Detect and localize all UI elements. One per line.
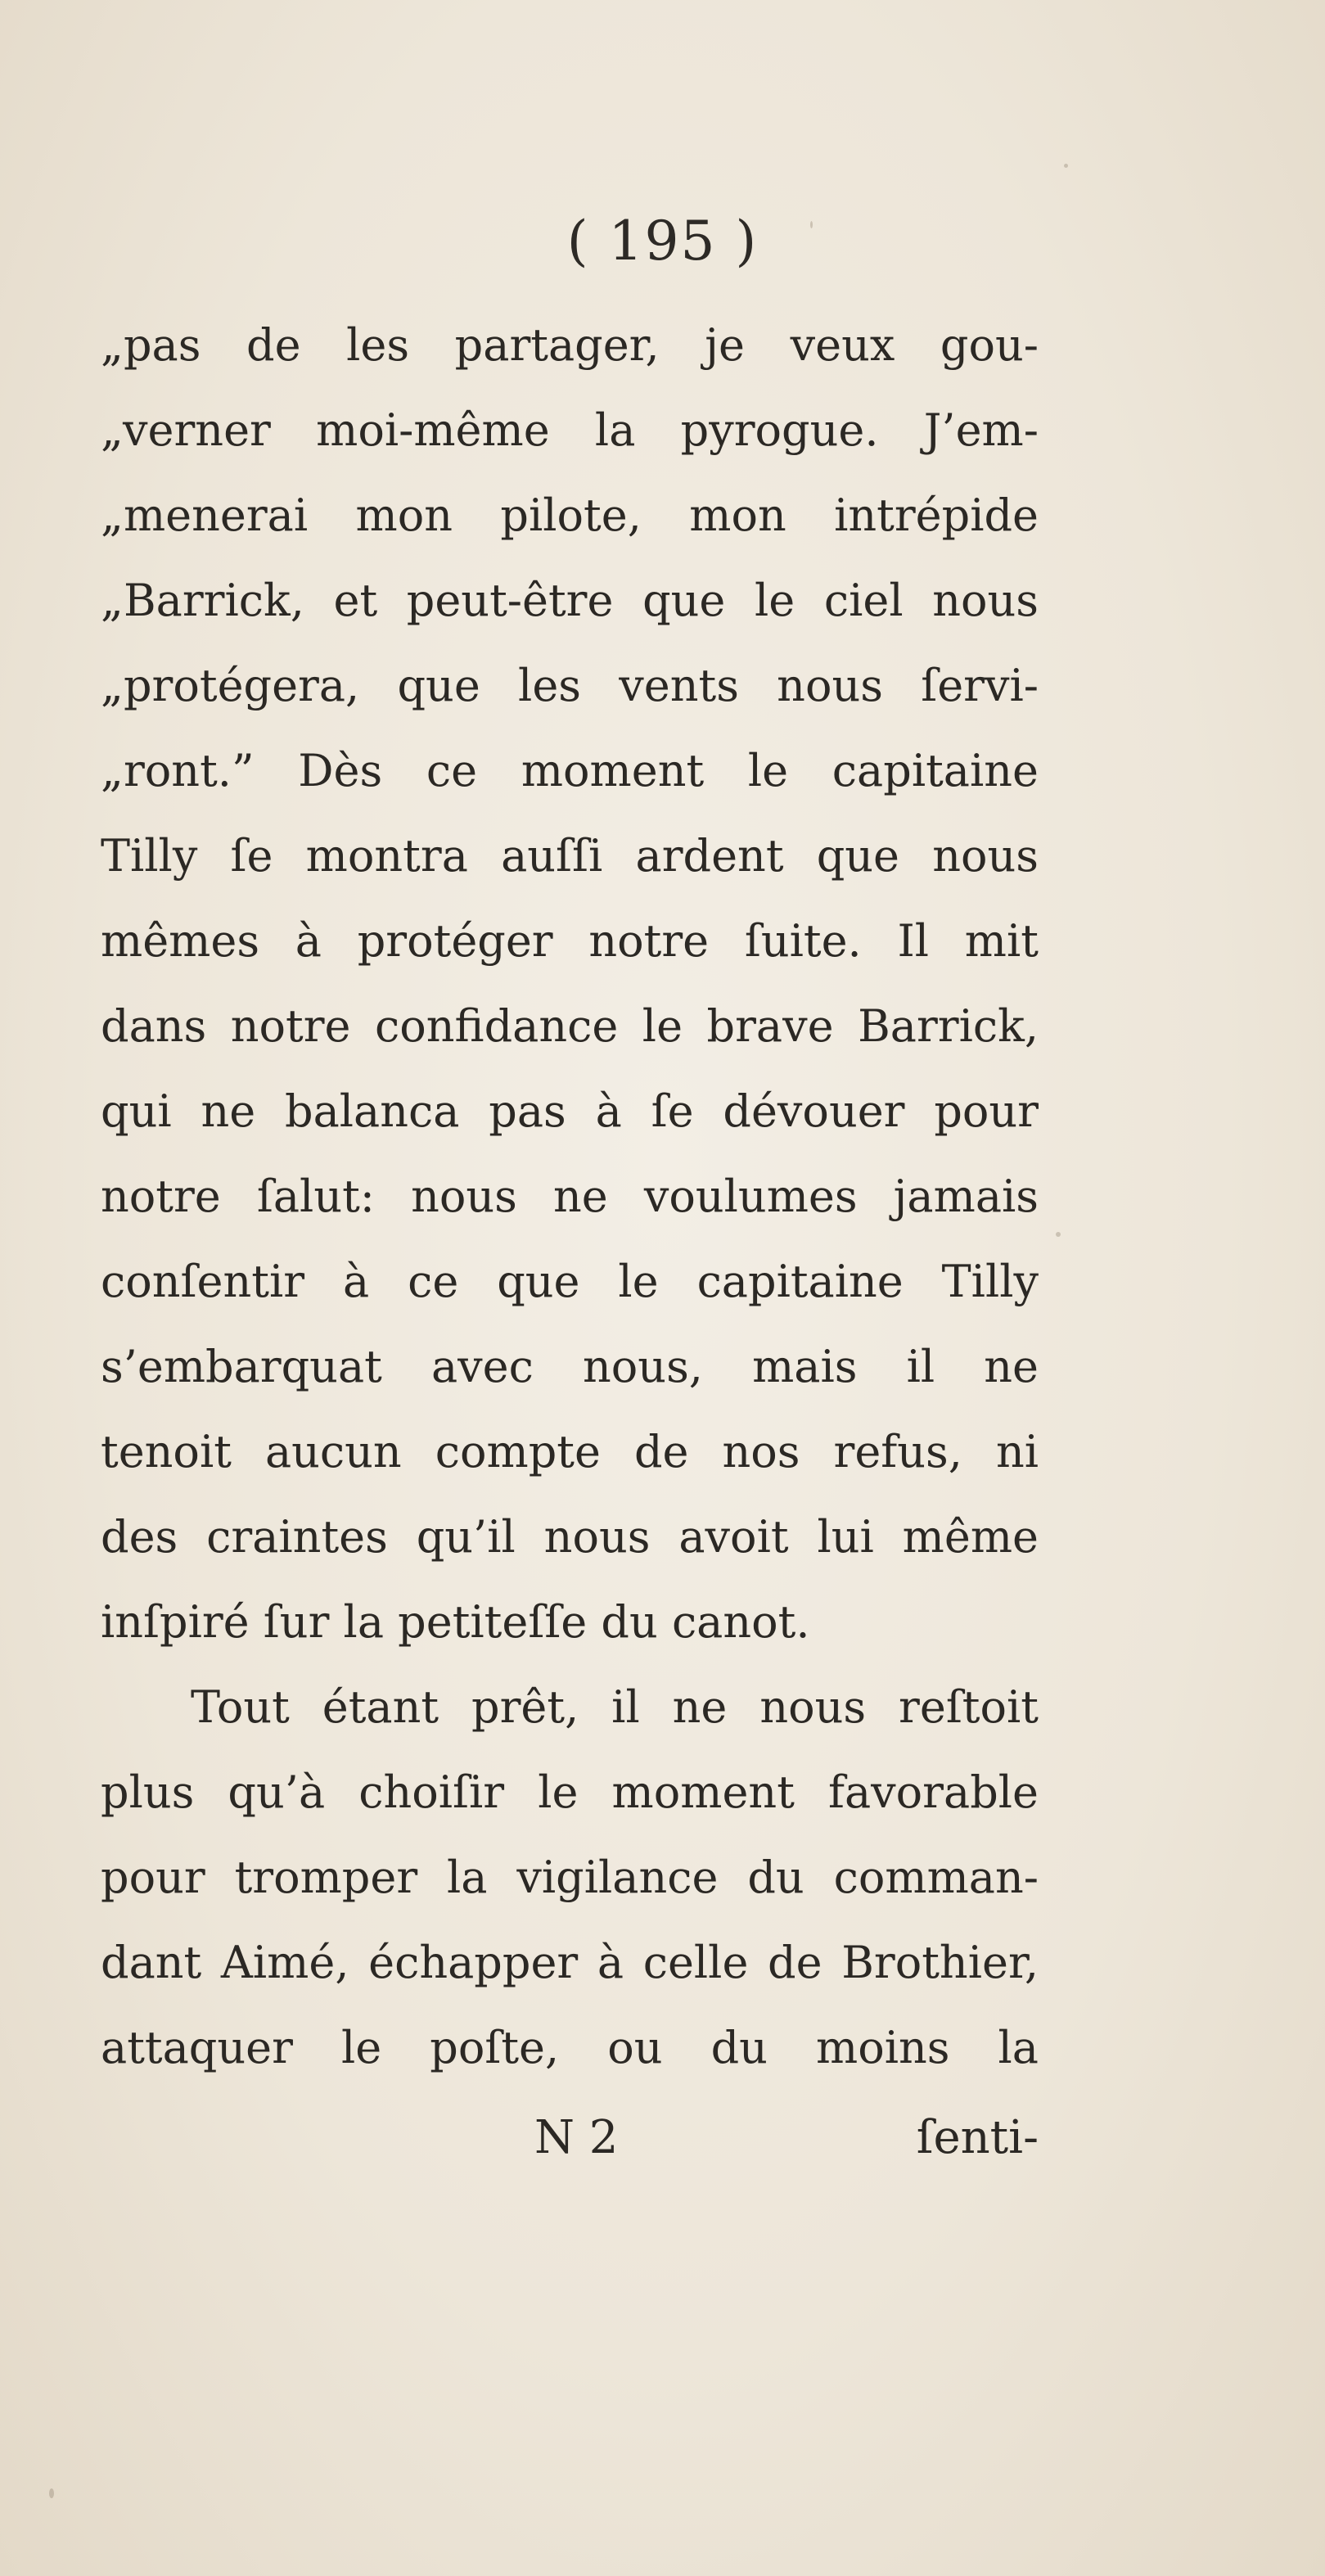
body-text — [101, 303, 1039, 2091]
paper-blemish — [1064, 164, 1068, 168]
text-line: conſentir à ce que le capitaine Tilly — [101, 1256, 1039, 1307]
paper-blemish — [49, 2488, 54, 2498]
text-line: mêmes à protéger notre ſuite. Il mit — [101, 915, 1039, 967]
page-number-header: ( 195 ) — [566, 210, 759, 273]
text-line: qui ne balanca pas à ſe dévouer pour — [101, 1085, 1039, 1137]
text-line: Tilly ſe montra auſſi ardent que nous — [101, 830, 1039, 882]
text-line: inſpiré ſur la petiteſſe du canot. — [101, 1596, 810, 1648]
text-line: notre ſalut: nous ne voulumes jamais — [101, 1171, 1039, 1222]
text-line: dant Aimé, échapper à celle de Brothier, — [101, 1937, 1039, 1988]
text-line: s’embarquat avec nous, mais il ne — [101, 1341, 1039, 1392]
text-line: attaquer le poſte, ou du moins la — [101, 2022, 1039, 2073]
text-line: „pas de les partager, je veux gou- — [101, 319, 1039, 371]
text-line: tenoit aucun compte de nos refus, ni — [101, 1426, 1039, 1477]
text-line: „Barrick, et peut-être que le ciel nous — [101, 575, 1039, 626]
page-footer — [101, 2096, 1039, 2181]
text-line: plus qu’à choiſir le moment favorable — [101, 1766, 1039, 1818]
text-line: dans notre confidance le brave Barrick, — [101, 1000, 1039, 1052]
text-line: pour tromper la vigilance du comman- — [101, 1852, 1039, 1903]
text-line: „menerai mon pilote, mon intrépide — [101, 489, 1039, 541]
text-line: „ront.” Dès ce moment le capitaine — [101, 745, 1039, 796]
text-line: Tout étant prêt, il ne nous reſtoit — [191, 1681, 1039, 1733]
text-line: des craintes qu’il nous avoit lui même — [101, 1511, 1039, 1563]
signature-mark: N 2 — [534, 2111, 619, 2164]
text-line: „verner moi-même la pyrogue. J’em- — [101, 404, 1039, 456]
text-line: „protégera, que les vents nous ſervi- — [101, 660, 1039, 711]
catchword: ſenti- — [916, 2111, 1039, 2164]
paper-blemish — [1056, 1232, 1061, 1237]
